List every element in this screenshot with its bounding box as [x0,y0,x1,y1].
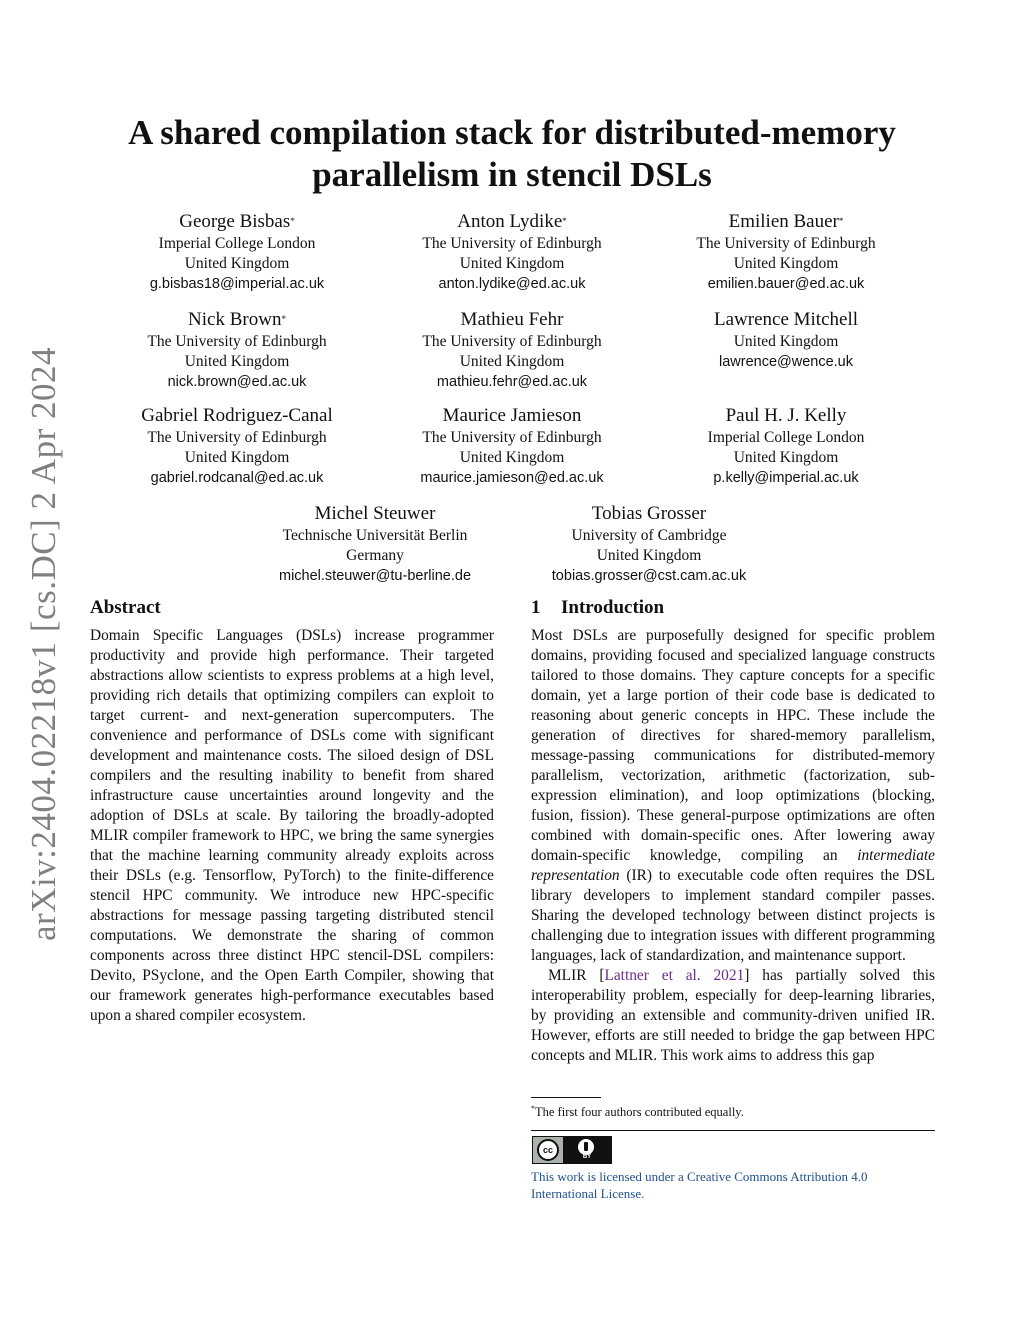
author-block [87,404,387,488]
author-block [636,308,936,372]
author-country: United Kingdom [733,333,839,350]
abstract-text: Domain Specific Languages (DSLs) increase programmer productivity and provide high performance. Their targeted abstractions allow scientists to express problems at a high level, providing rich details that optimizing compilers can exploit to target current- and next-generation supercomputers. The convenience and performance of DSLs come with significant development and maintenance costs. The siloed design of DSL compilers and the resulting inability to benefit from shared infrastructure cause uncertainties around longevity and the adoption of DSLs at scale. By tailoring the broadly-adopted MLIR compiler framework to HPC, we bring the same synergies that the machine learning community already exploits across their DSLs (e.g. Tensorflow, PyTorch) to the finite-difference stencil HPC community. We introduce new HPC-specific abstractions for message passing targeting distributed stencil computations. We demonstrate the sharing of common components across three distinct HPC stencil-DSL compilers: Devito, PSyclone, and the Open Earth Compiler, showing that our framework generates high-performance executables based upon a shared compiler ecosystem. [90,627,494,1024]
author-name: Anton Lydike* [457,211,567,232]
author-block [362,308,662,392]
author-name: George Bisbas* [179,211,295,232]
author-country: United Kingdom [184,255,290,272]
author-name: Tobias Grosser [591,503,707,524]
abstract-heading: Abstract [90,597,161,618]
author-name: Paul H. J. Kelly [725,405,847,426]
author-email[interactable]: nick.brown@ed.ac.uk [167,374,307,390]
abstract-section [90,596,494,1026]
cc-icon: cc [537,1139,559,1161]
license-rule [531,1130,935,1131]
author-affiliation: The University of Edinburgh [422,235,602,252]
author-email[interactable]: p.kelly@imperial.ac.uk [713,470,859,486]
author-email[interactable]: maurice.jamieson@ed.ac.uk [420,470,604,486]
author-block [362,404,662,488]
license-link[interactable]: This work is licensed under a Creative Commons Attribution 4.0 International License. [531,1169,868,1201]
author-country: Germany [346,547,404,564]
author-affiliation: Imperial College London [707,429,865,446]
author-affiliation: Imperial College London [158,235,316,252]
author-name: Lawrence Mitchell [713,309,858,330]
introduction-section [531,596,935,1066]
author-country: United Kingdom [459,353,565,370]
by-pane [563,1137,611,1163]
author-name: Maurice Jamieson [442,405,582,426]
author-country: United Kingdom [459,449,565,466]
author-country: United Kingdom [733,255,839,272]
author-block [87,210,387,294]
author-affiliation: The University of Edinburgh [147,429,327,446]
author-email[interactable]: emilien.bauer@ed.ac.uk [707,276,865,292]
author-block [636,210,936,294]
by-label: BY [582,1154,592,1160]
author-country: United Kingdom [459,255,565,272]
author-name: Mathieu Fehr [460,309,564,330]
footnote-rule [531,1097,601,1098]
cc-by-badge[interactable] [532,1136,612,1164]
author-block [636,404,936,488]
author-country: United Kingdom [184,353,290,370]
author-email[interactable]: lawrence@wence.uk [718,354,853,370]
author-affiliation: The University of Edinburgh [422,429,602,446]
author-name: Michel Steuwer [314,503,436,524]
arxiv-stamp-text[interactable]: arXiv:2404.02218v1 [cs.DC] 2 Apr 2024 [24,346,63,942]
author-block [87,308,387,392]
citation-link[interactable]: Lattner et al. 2021 [604,967,745,984]
author-affiliation: University of Cambridge [571,527,727,544]
author-email[interactable]: mathieu.fehr@ed.ac.uk [436,374,588,390]
section-number: 1 [531,597,541,618]
author-email[interactable]: gabriel.rodcanal@ed.ac.uk [150,470,324,486]
author-affiliation: The University of Edinburgh [147,333,327,350]
footnote: *The first four authors contributed equally. [531,1104,744,1120]
author-block [362,210,662,294]
author-affiliation: Technische Universität Berlin [282,527,468,544]
section-title: Introduction [561,597,665,618]
author-email[interactable]: anton.lydike@ed.ac.uk [438,276,586,292]
author-block [225,502,525,586]
author-email[interactable]: tobias.grosser@cst.cam.ac.uk [551,568,747,584]
paper-title: A shared compilation stack for distributed-memory parallelism in stencil DSLs [128,113,896,194]
author-affiliation: The University of Edinburgh [696,235,876,252]
author-block [499,502,799,586]
author-country: United Kingdom [733,449,839,466]
author-name: Emilien Bauer* [728,211,844,232]
attribution-icon [578,1139,594,1155]
author-name: Nick Brown* [188,309,286,330]
author-email[interactable]: g.bisbas18@imperial.ac.uk [149,276,325,292]
author-country: United Kingdom [184,449,290,466]
intro-paragraph: MLIR [Lattner et al. 2021] has partially solved this interoperability problem, especially for deep-learning libraries, by providing an extensible and community-driven unified IR. However, efforts are still needed to bridge the gap between HPC concepts and MLIR. This work aims to address this gap [531,967,936,1064]
author-affiliation: The University of Edinburgh [422,333,602,350]
intro-paragraph: Most DSLs are purposefully designed for specific problem domains, providing focused and specialized language constructs tailored to those domains. They capture concepts for a specific domain, yet a large portion of their code base is dedicated to reasoning about generic concepts in HPC. These include the generation of directives for shared-memory parallelism, message-passing communications for distributed-memory parallelism, vectorization, arithmetic (factorization, sub-expression elimination), and loop optimizations (blocking, fusion, fission). These general-purpose optimizations are often combined with domain-specific ones. After lowering away domain-specific knowledge, compiling an intermediate representation (IR) to executable code often requires the DSL library developers to implement standard compiler passes. Sharing the developed technology between distinct projects is challenging due to integration issues with different programming languages, lack of standardization, and maintenance support. [531,627,935,964]
author-email[interactable]: michel.steuwer@tu-berline.de [278,568,472,584]
author-country: United Kingdom [596,547,702,564]
author-name: Gabriel Rodriguez-Canal [141,405,333,426]
introduction-heading [531,596,935,620]
